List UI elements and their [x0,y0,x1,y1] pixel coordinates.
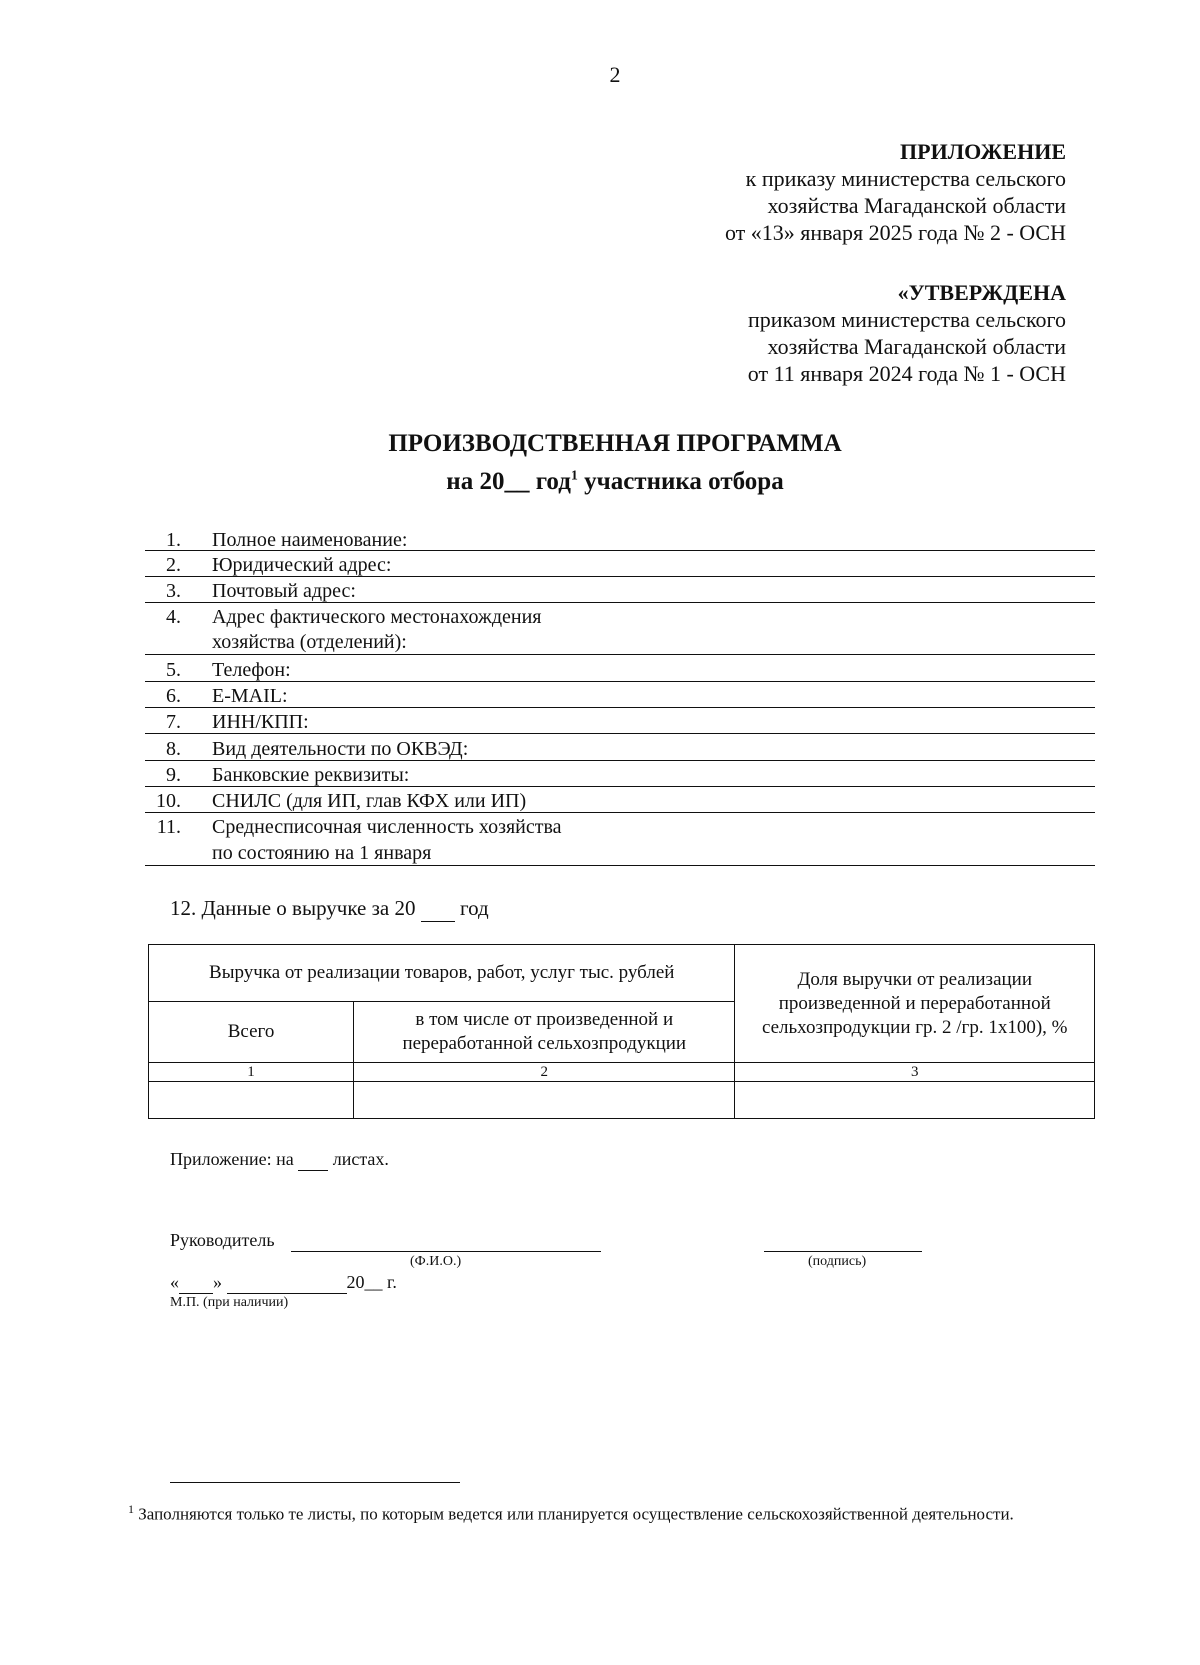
field-line[interactable] [145,602,1095,603]
approved-line: приказом министерства сельского [748,307,1066,332]
field-line[interactable] [145,576,1095,577]
column-number: 1 [149,1063,354,1082]
signature-caption: (подпись) [808,1254,867,1269]
subtitle-prefix: на 20__ год [446,468,571,495]
table-header-share: Доля выручки от реализации произведенной и переработанной сельхозпродукции гр. 2 /гр. 1х100), % [735,945,1095,1063]
table-group-header: Выручка от реализации товаров, работ, услуг тыс. рублей [149,945,735,1002]
document-subtitle [0,468,1200,496]
head-label: Руководитель [170,1230,275,1250]
field-number: 2. [166,554,181,576]
year-blank[interactable] [421,896,455,922]
appendix-line: к приказу министерства сельского [745,166,1066,191]
field-number: 6. [166,685,181,707]
field-number: 5. [166,659,181,681]
footnote [128,1497,1068,1527]
field-label: Почтовый адрес: [212,580,356,602]
field-label: E-MAIL: [212,685,288,707]
footnote-mark: 1 [128,1502,134,1516]
table-header-total: Всего [149,1002,354,1063]
revenue-table [148,944,1095,1119]
field-number: 3. [166,580,181,602]
stamp-note: М.П. (при наличии) [170,1295,289,1310]
field-line[interactable] [145,786,1095,787]
date-line [170,1272,397,1294]
field-label: Вид деятельности по ОКВЭД: [212,738,469,760]
table-cell-total[interactable] [149,1082,354,1119]
subtitle-suffix: участника отбора [577,468,784,495]
approved-line: от 11 января 2024 года № 1 - ОСН [747,361,1066,386]
field-line[interactable] [145,760,1095,761]
field-number: 7. [166,711,181,733]
field-label: СНИЛС (для ИП, глав КФХ или ИП) [212,790,527,812]
fio-caption: (Ф.И.О.) [410,1254,462,1269]
field-label: Среднесписочная численность хозяйства [212,816,562,838]
appendix-block [725,138,1066,246]
field-number: 11. [156,816,181,838]
field-label: Телефон: [212,659,291,681]
page-number: 2 [609,62,621,87]
field-label: Банковские реквизиты: [212,764,410,786]
field-line[interactable] [145,733,1095,734]
footnote-separator [170,1482,460,1483]
revenue-heading-prefix: 12. Данные о выручке за 20 [170,896,416,920]
date-close-quote: » [213,1272,222,1292]
signature-line[interactable] [764,1251,922,1252]
approved-line: хозяйства Магаданской области [767,334,1066,359]
field-line[interactable] [145,550,1095,551]
field-label: Адрес фактического местонахождения [212,606,542,628]
appendix-line: хозяйства Магаданской области [767,193,1066,218]
attachment-suffix: листах. [332,1149,389,1169]
attachment-line [170,1149,389,1171]
field-label-continued: хозяйства (отделений): [212,631,407,653]
date-year: 20__ г. [346,1272,397,1292]
field-line[interactable] [145,681,1095,682]
column-number: 2 [354,1063,735,1082]
document-title: ПРОИЗВОДСТВЕННАЯ ПРОГРАММА [388,430,842,457]
field-label: Юридический адрес: [212,554,392,576]
appendix-heading: ПРИЛОЖЕНИЕ [900,139,1066,164]
field-number: 1. [166,529,181,551]
approved-block [748,279,1066,387]
field-line[interactable] [145,707,1095,708]
footnote-ref: 1 [570,468,578,484]
day-blank[interactable] [179,1272,213,1294]
field-label-continued: по состоянию на 1 января [212,842,432,864]
footnote-text: Заполняются только те листы, по которым ведется или планируется осуществление сельскохозяйственной деятельности. [138,1504,1014,1524]
field-line[interactable] [145,812,1095,813]
table-cell-agri[interactable] [354,1082,735,1119]
sheets-blank[interactable] [298,1149,328,1171]
field-line[interactable] [145,654,1095,655]
field-label: Полное наименование: [212,529,408,551]
column-number: 3 [735,1063,1095,1082]
field-label: ИНН/КПП: [212,711,309,733]
revenue-heading-suffix: год [459,896,489,920]
field-number: 8. [166,738,181,760]
attachment-prefix: Приложение: на [170,1149,294,1169]
field-number: 10. [156,790,181,812]
revenue-heading [170,896,489,922]
date-open-quote: « [170,1272,179,1292]
field-number: 4. [166,606,181,628]
approved-heading: «УТВЕРЖДЕНА [897,280,1066,305]
table-cell-share[interactable] [735,1082,1095,1119]
field-line[interactable] [145,865,1095,866]
appendix-line: от «13» января 2025 года № 2 - ОСН [724,220,1066,245]
month-blank[interactable] [227,1272,347,1294]
table-header-agri: в том числе от произведенной и переработанной сельхозпродукции [354,1002,735,1063]
fio-line[interactable] [291,1251,601,1252]
field-number: 9. [166,764,181,786]
